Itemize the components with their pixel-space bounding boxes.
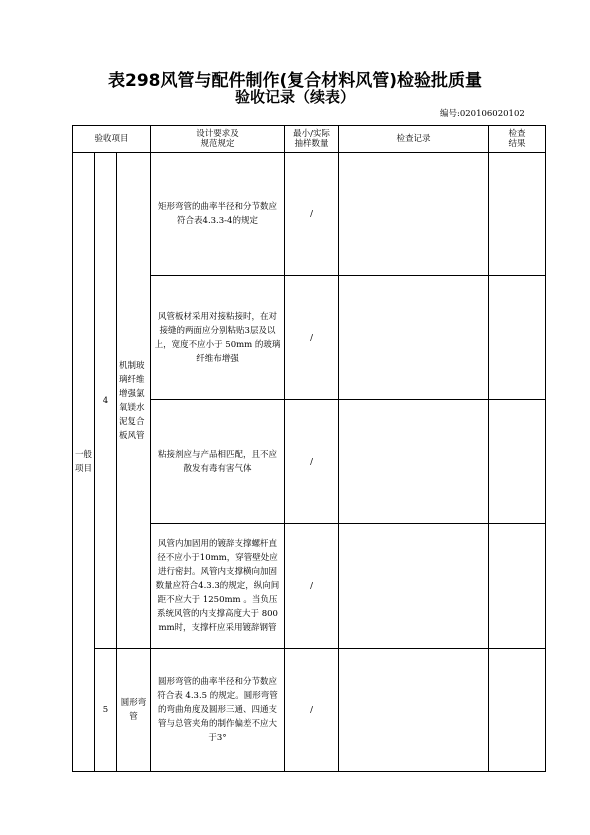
inspection-table	[72, 125, 546, 772]
requirement-text: 风管内加固用的镀辞支撑螺杆直径不应小于10mm，穿管壁处应进行密封。风管内支撑横向加固数量应符合4.3.3的规定，纵向间距不应大于 1250mm 。当负压系统风管的内支撑高度大于 800mm时，支撑杆应采用镀辞钢管	[151, 524, 285, 649]
sample-value: /	[285, 400, 339, 524]
check-result-cell	[489, 276, 546, 400]
sample-value: /	[285, 649, 339, 772]
requirement-text: 风管板材采用对接粘接时，在对接缝的两面应分别粘贴3层及以上，宽度不应小于 50mm 的玻璃纤维布增强	[151, 276, 285, 400]
sample-value: /	[285, 276, 339, 400]
check-record-cell	[339, 276, 489, 400]
check-result-cell	[489, 153, 546, 276]
header-item: 验收项目	[73, 126, 151, 153]
requirement-text: 粘接剂应与产品相匹配，且不应散发有毒有害气体	[151, 400, 285, 524]
header-row	[73, 126, 546, 153]
form-code: 编号:020106020102	[440, 109, 525, 119]
form-title: 表298风管与配件制作(复合材料风管)检验批质量	[107, 71, 483, 91]
check-record-cell	[339, 400, 489, 524]
header-min-sample: 最小/实际 抽样数量	[285, 126, 339, 153]
item-name: 圆形弯管	[117, 649, 151, 772]
header-design-req: 设计要求及 规范规定	[151, 126, 285, 153]
table-row	[73, 649, 546, 772]
check-result-cell	[489, 400, 546, 524]
item-number: 4	[95, 153, 117, 649]
item-number: 5	[95, 649, 117, 772]
header-check-record: 检查记录	[339, 126, 489, 153]
header-check-result: 检查 结果	[489, 126, 546, 153]
check-record-cell	[339, 649, 489, 772]
check-record-cell	[339, 153, 489, 276]
table-row	[73, 153, 546, 276]
sample-value: /	[285, 524, 339, 649]
check-record-cell	[339, 524, 489, 649]
check-result-cell	[489, 649, 546, 772]
item-name: 机制玻璃纤维增强氯氧镁水泥复合板风管	[117, 153, 151, 649]
requirement-text: 圆形弯管的曲率半径和分节数应符合表 4.3.5 的规定。圆形弯管的弯曲角度及圆形三通、四通支管与总管夹角的制作偏差不应大于3°	[151, 649, 285, 772]
check-result-cell	[489, 524, 546, 649]
requirement-text: 矩形弯管的曲率半径和分节数应符合表4.3.3-4的规定	[151, 153, 285, 276]
group-label: 一般 项目	[73, 153, 95, 772]
form-subtitle: 验收记录（续表）	[234, 88, 355, 106]
sample-value: /	[285, 153, 339, 276]
